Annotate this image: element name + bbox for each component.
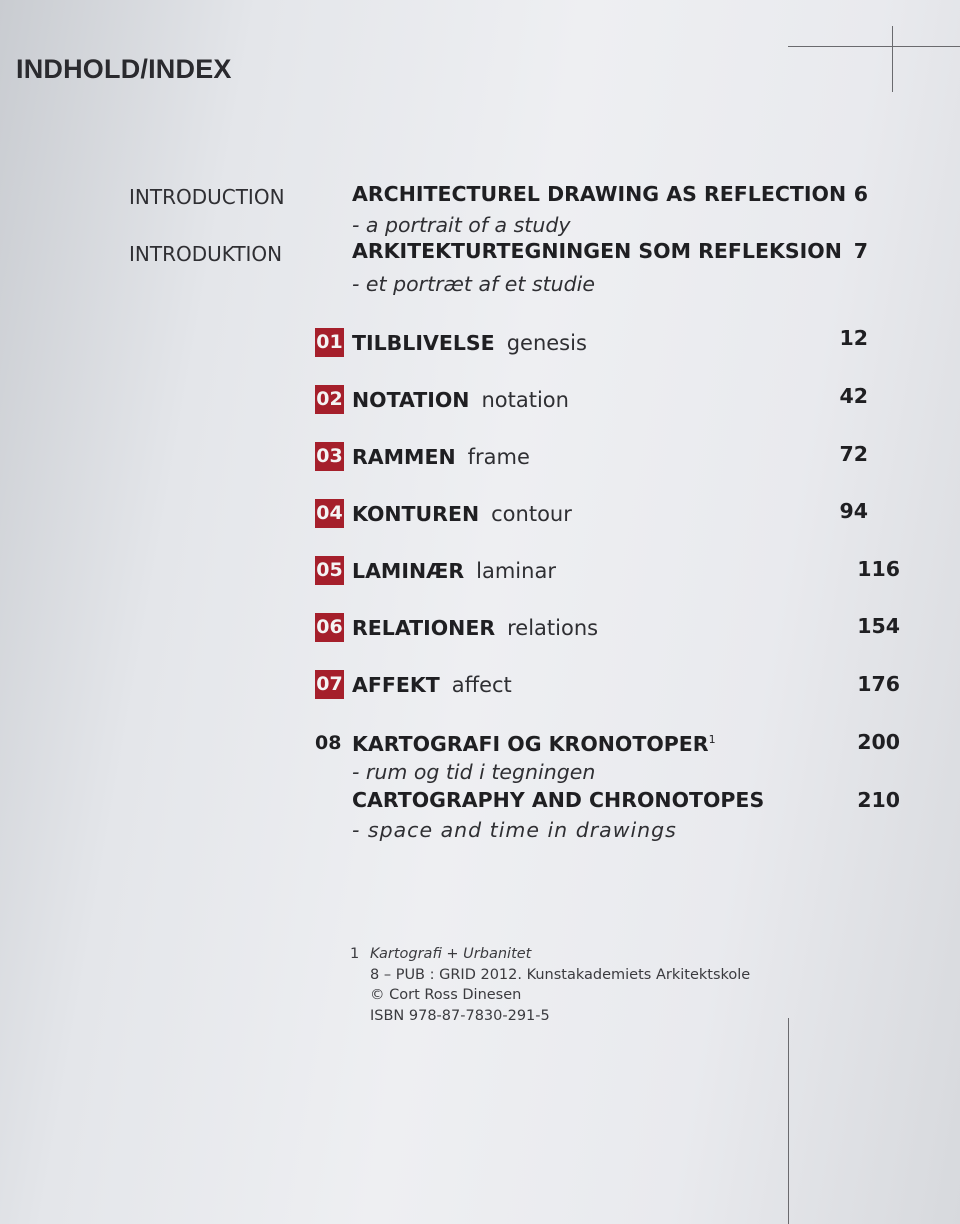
chapter-title-da: RELATIONER <box>352 615 496 640</box>
chapter-number-badge: 03 <box>315 442 344 471</box>
chapter-page-06: 154 <box>857 614 900 638</box>
chapter-row-01 <box>315 328 587 357</box>
chapter-title-en: relations <box>507 615 599 640</box>
chapter8-title-en: CARTOGRAPHY AND CHRONOTOPES <box>352 788 765 812</box>
footnote <box>350 944 750 1026</box>
chapter-title-en: frame <box>467 444 530 469</box>
chapter-row-03 <box>315 442 530 471</box>
chapter-page-03: 72 <box>839 442 868 466</box>
chapter-title-en: laminar <box>476 558 556 583</box>
chapter-title-en: affect <box>451 672 512 697</box>
chapter8-title-da: KARTOGRAFI OG KRONOTOPER <box>352 731 709 756</box>
chapter-page-02: 42 <box>839 384 868 408</box>
crop-mark-horizontal <box>788 46 960 47</box>
chapter-title-en: contour <box>491 501 572 526</box>
chapter-page-04: 94 <box>839 499 868 523</box>
chapter-title-da <box>352 732 716 756</box>
intro-label-da: INTRODUKTION <box>129 242 283 266</box>
intro-page-da: 7 <box>853 239 868 263</box>
chapter-page-07: 176 <box>857 672 900 696</box>
chapter-title-da: KONTUREN <box>352 501 480 526</box>
intro-subtitle-da: - et portræt af et studie <box>352 272 595 296</box>
crop-mark-vertical-bottom <box>788 1018 789 1224</box>
chapter8-page-en: 210 <box>857 788 900 812</box>
footnote-line-1: Kartografi + Urbanitet <box>370 946 532 962</box>
chapter-number-badge: 01 <box>315 328 344 357</box>
chapter8-page-da: 200 <box>857 730 900 754</box>
chapter-title-da: TILBLIVELSE <box>352 330 495 355</box>
chapter-row-04 <box>315 499 572 528</box>
intro-page-en: 6 <box>853 182 868 206</box>
intro-title-da: ARKITEKTURTEGNINGEN SOM REFLEKSION <box>352 239 842 263</box>
intro-subtitle-en: - a portrait of a study <box>352 213 571 237</box>
chapter-number-badge: 02 <box>315 385 344 414</box>
chapter-page-05: 116 <box>857 557 900 581</box>
chapter-title-da: AFFEKT <box>352 672 440 697</box>
chapter-number-badge: 05 <box>315 556 344 585</box>
chapter-number-badge: 07 <box>315 670 344 699</box>
crop-mark-vertical-top <box>892 26 893 92</box>
footnote-number: 1 <box>350 946 360 962</box>
footnote-line-2: 8 – PUB : GRID 2012. Kunstakademiets Arkitektskole <box>370 966 751 983</box>
chapter-row-02 <box>315 385 569 414</box>
chapter-number-badge: 04 <box>315 499 344 528</box>
footnote-marker: 1 <box>708 732 716 746</box>
chapter-title-en: notation <box>481 387 569 412</box>
intro-title-en: ARCHITECTUREL DRAWING AS REFLECTION <box>352 182 847 206</box>
chapter8-subtitle-da: - rum og tid i tegningen <box>352 760 596 784</box>
chapter-number-badge: 06 <box>315 613 344 642</box>
chapter-title-en: genesis <box>506 330 587 355</box>
chapter-row-07 <box>315 670 512 699</box>
footnote-line-4: ISBN 978-87-7830-291-5 <box>370 1007 550 1024</box>
chapter-row-06 <box>315 613 598 642</box>
chapter-title-da: LAMINÆR <box>352 558 465 583</box>
chapter-title-da: NOTATION <box>352 387 470 412</box>
intro-label-en: INTRODUCTION <box>129 185 285 209</box>
chapter-row-05 <box>315 556 556 585</box>
chapter-title-da: RAMMEN <box>352 444 456 469</box>
chapter-number: 08 <box>315 732 342 754</box>
chapter8-subtitle-en: - space and time in drawings <box>352 818 677 842</box>
page-title: INDHOLD/INDEX <box>16 54 232 84</box>
chapter-row-08 <box>315 729 716 758</box>
chapter-page-01: 12 <box>839 326 868 350</box>
footnote-line-3: © Cort Ross Dinesen <box>370 987 522 1003</box>
